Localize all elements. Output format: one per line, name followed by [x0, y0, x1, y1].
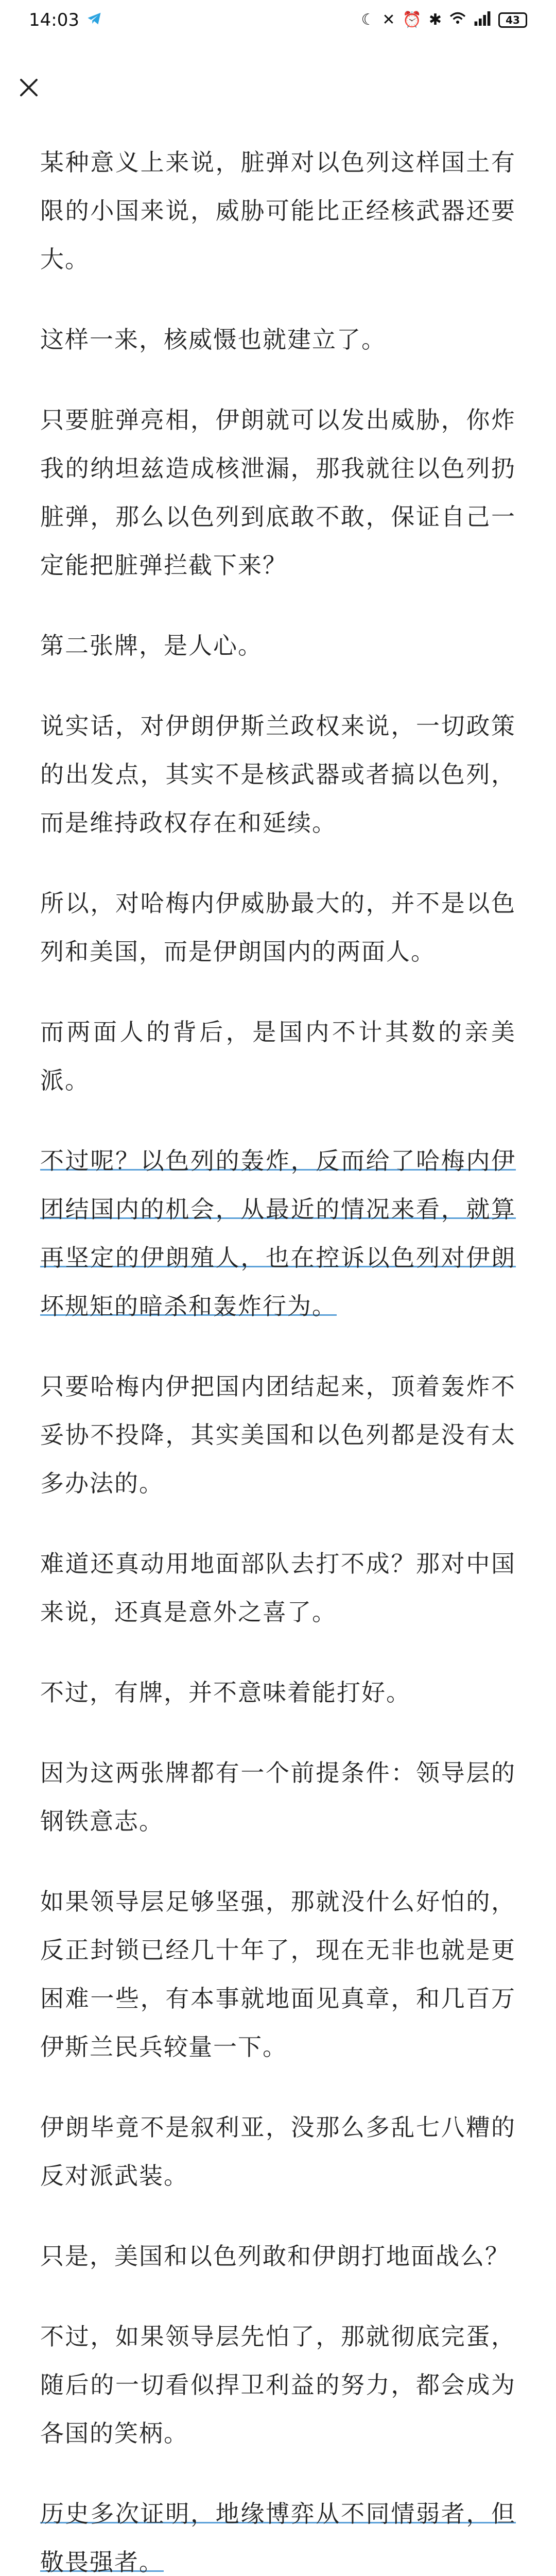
paragraph-text: 伊朗毕竟不是叙利亚，没那么多乱七八糟的反对派武装。: [40, 2113, 516, 2190]
status-bar-left: [29, 10, 102, 30]
article-paragraph: [40, 1137, 516, 1330]
status-bar-right: [361, 11, 527, 29]
article-paragraph: [40, 702, 516, 847]
article-paragraph: [40, 2312, 516, 2458]
article-paragraph: [40, 396, 516, 589]
close-button[interactable]: [12, 71, 45, 104]
article-body: [40, 138, 516, 2576]
article-paragraph: [40, 1749, 516, 1845]
paragraph-text: 而两面人的背后，是国内不计其数的亲美派。: [40, 1018, 516, 1094]
paragraph-text: 只要哈梅内伊把国内团结起来，顶着轰炸不妥协不投降，其实美国和以色列都是没有太多办法的。: [40, 1372, 516, 1497]
article-paragraph: [40, 2103, 516, 2200]
paragraph-text: 因为这两张牌都有一个前提条件：领导层的钢铁意志。: [40, 1759, 516, 1835]
top-bar: [0, 56, 556, 128]
alarm-icon: ⏰: [402, 11, 422, 29]
article-paragraph: [40, 2489, 516, 2576]
battery-icon: [498, 12, 527, 28]
article-paragraph: [40, 1362, 516, 1507]
telegram-icon: [86, 11, 102, 29]
paragraph-text: 只要脏弹亮相，伊朗就可以发出威胁，你炸我的纳坦兹造成核泄漏，那我就往以色列扔脏弹，那么以色列到底敢不敢，保证自己一定能把脏弹拦截下来？: [40, 406, 516, 579]
article-paragraph: [40, 1668, 516, 1717]
paragraph-text: 这样一来，核威慑也就建立了。: [40, 326, 386, 353]
article-paragraph: [40, 879, 516, 976]
bluetooth-icon: ✱: [428, 11, 442, 29]
paragraph-text: 历史多次证明，地缘博弈从不同情弱者，但敬畏强者。: [40, 2500, 516, 2576]
paragraph-text: 某种意义上来说，脏弹对以色列这样国土有限的小国来说，威胁可能比正经核武器还要大。: [40, 148, 516, 273]
article-paragraph: [40, 2232, 516, 2280]
battery-level: 43: [506, 14, 520, 26]
wifi-icon: [449, 11, 466, 29]
paragraph-text: 不过，如果领导层先怕了，那就彻底完蛋，随后的一切看似捍卫利益的努力，都会成为各国的笑柄。: [40, 2323, 516, 2447]
paragraph-text: 不过，有牌，并不意味着能打好。: [40, 1679, 411, 1706]
article-paragraph: [40, 315, 516, 364]
article-paragraph: [40, 138, 516, 283]
status-time: 14:03: [29, 10, 79, 30]
paragraph-text: 所以，对哈梅内伊威胁最大的，并不是以色列和美国，而是伊朗国内的两面人。: [40, 889, 516, 965]
paragraph-text: 说实话，对伊朗伊斯兰政权来说，一切政策的出发点，其实不是核武器或者搞以色列，而是维持政权存在和延续。: [40, 712, 516, 837]
paragraph-text: 第二张牌，是人心。: [40, 632, 263, 659]
paragraph-text: 只是，美国和以色列敢和伊朗打地面战么？: [40, 2242, 510, 2270]
close-icon: [19, 77, 39, 98]
article-paragraph: [40, 621, 516, 670]
signal-icon: [474, 11, 491, 29]
paragraph-text: 如果领导层足够坚强，那就没什么好怕的，反正封锁已经几十年了，现在无非也就是更困难一些，有本事就地面见真章，和几百万伊斯兰民兵较量一下。: [40, 1888, 516, 2061]
status-bar: [0, 0, 556, 40]
article-paragraph: [40, 1008, 516, 1105]
paragraph-text: 难道还真动用地面部队去打不成？那对中国来说，还真是意外之喜了。: [40, 1550, 516, 1626]
article-paragraph: [40, 1877, 516, 2071]
mute-icon: ✕: [382, 11, 395, 29]
moon-icon: ☾: [361, 11, 375, 29]
article-paragraph: [40, 1539, 516, 1636]
paragraph-text: 不过呢？以色列的轰炸，反而给了哈梅内伊团结国内的机会，从最近的情况来看，就算再坚定的伊朗殖人，也在控诉以色列对伊朗坏规矩的暗杀和轰炸行为。: [40, 1147, 516, 1320]
